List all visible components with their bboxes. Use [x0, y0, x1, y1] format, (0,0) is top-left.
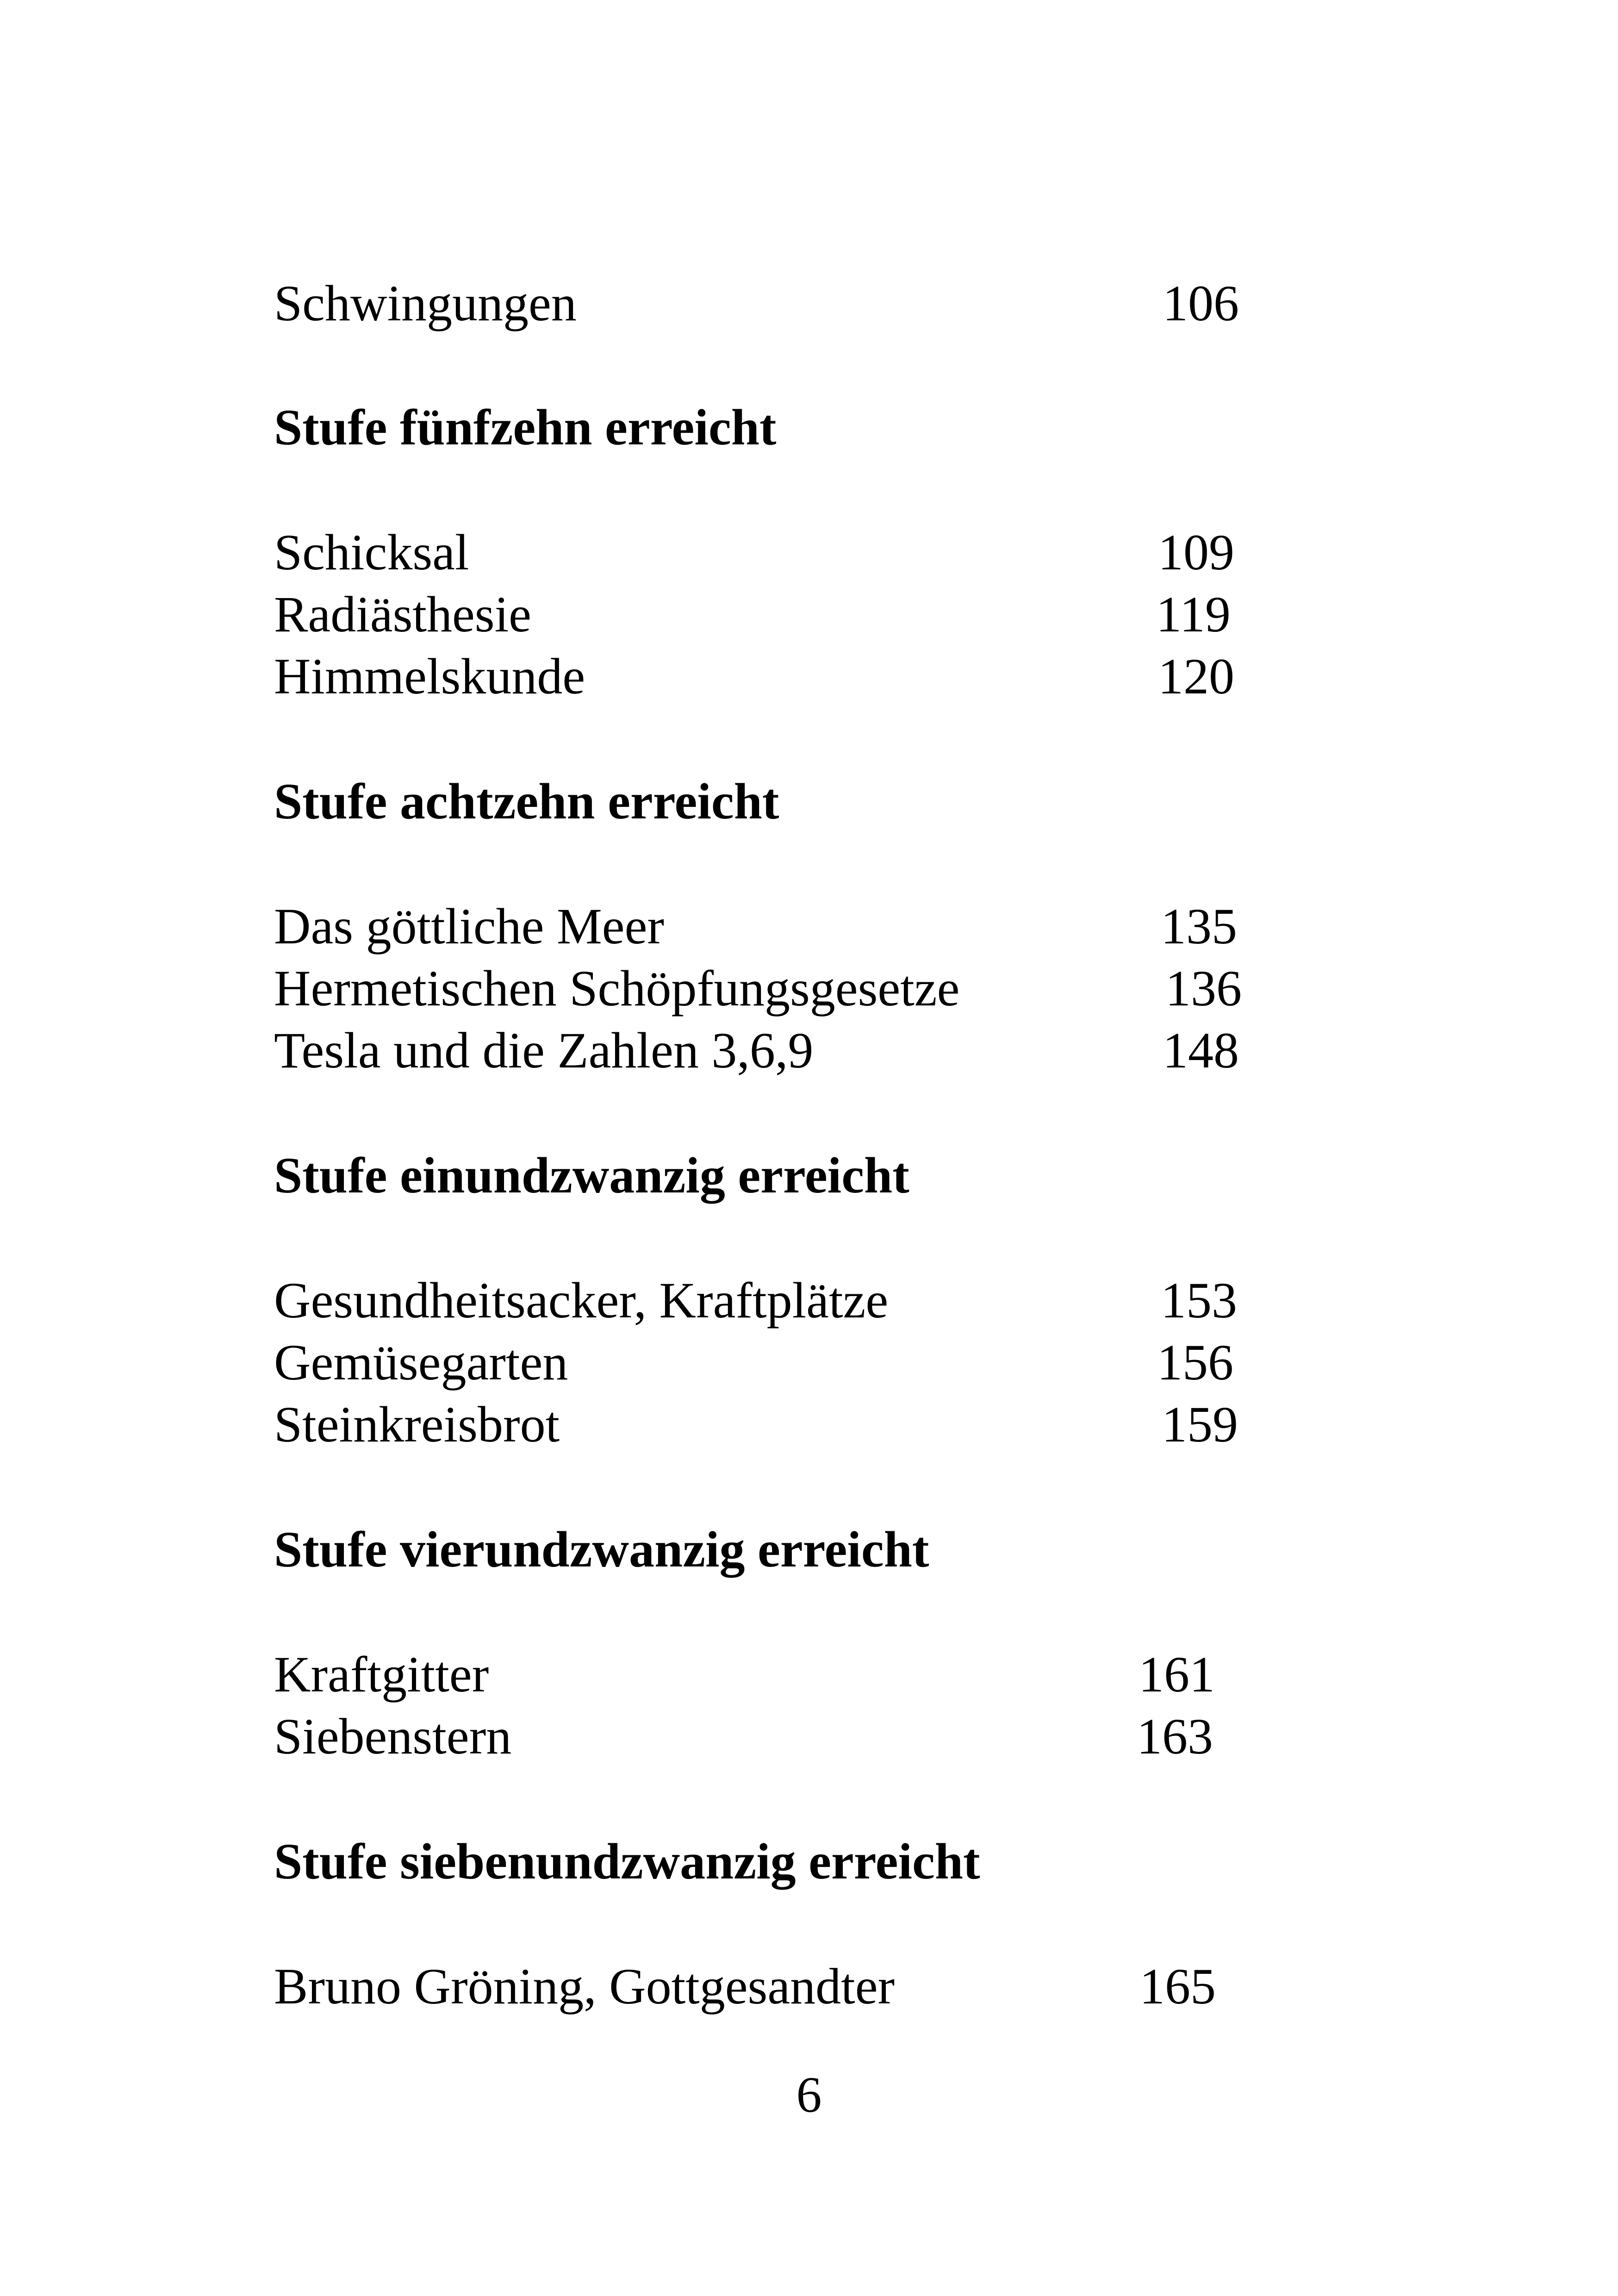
toc-entry-title: Bruno Gröning, Gottgesandter: [274, 1958, 895, 2015]
toc-entry-page: 156: [1157, 1334, 1233, 1391]
toc-entry-page: 120: [1158, 648, 1234, 705]
toc-entry-page: 153: [1161, 1272, 1237, 1329]
toc-entry-title: Das göttliche Meer: [274, 898, 665, 955]
section-heading: Stufe achtzehn erreicht: [274, 773, 779, 830]
toc-entry-title: Steinkreisbrot: [274, 1396, 560, 1453]
toc-entry-page: 136: [1165, 960, 1242, 1017]
toc-entry-title: Gesundheitsacker, Kraftplätze: [274, 1272, 889, 1329]
toc-entry-page: 135: [1161, 898, 1237, 955]
toc-entry-title: Siebenstern: [274, 1708, 512, 1765]
section-heading: Stufe vierundzwanzig erreicht: [274, 1521, 929, 1578]
toc-entry-page: 109: [1158, 524, 1234, 580]
toc-entry-page: 163: [1137, 1708, 1213, 1765]
toc-entry-page: 106: [1163, 275, 1239, 331]
section-heading: Stufe siebenundzwanzig erreicht: [274, 1833, 980, 1890]
toc-entry-title: Gemüsegarten: [274, 1334, 568, 1391]
section-heading: Stufe einundzwanzig erreicht: [274, 1147, 909, 1204]
toc-entry-title: Kraftgitter: [274, 1646, 489, 1703]
toc-entry-page: 159: [1162, 1396, 1238, 1453]
toc-entry-page: 161: [1139, 1646, 1215, 1703]
footer-page-number: 6: [796, 2066, 822, 2123]
toc-entry-page: 165: [1139, 1958, 1216, 2015]
toc-entry-title: Schicksal: [274, 524, 469, 580]
toc-entry-page: 119: [1156, 586, 1231, 643]
toc-entry-title: Schwingungen: [274, 275, 577, 331]
toc-entry-title: Radiästhesie: [274, 586, 531, 643]
toc-entry-title: Tesla und die Zahlen 3,6,9: [274, 1022, 814, 1079]
section-heading: Stufe fünfzehn erreicht: [274, 399, 777, 455]
toc-entry-page: 148: [1163, 1022, 1239, 1079]
toc-entry-title: Hermetischen Schöpfungsgesetze: [274, 960, 960, 1017]
toc-entry-title: Himmelskunde: [274, 648, 585, 705]
